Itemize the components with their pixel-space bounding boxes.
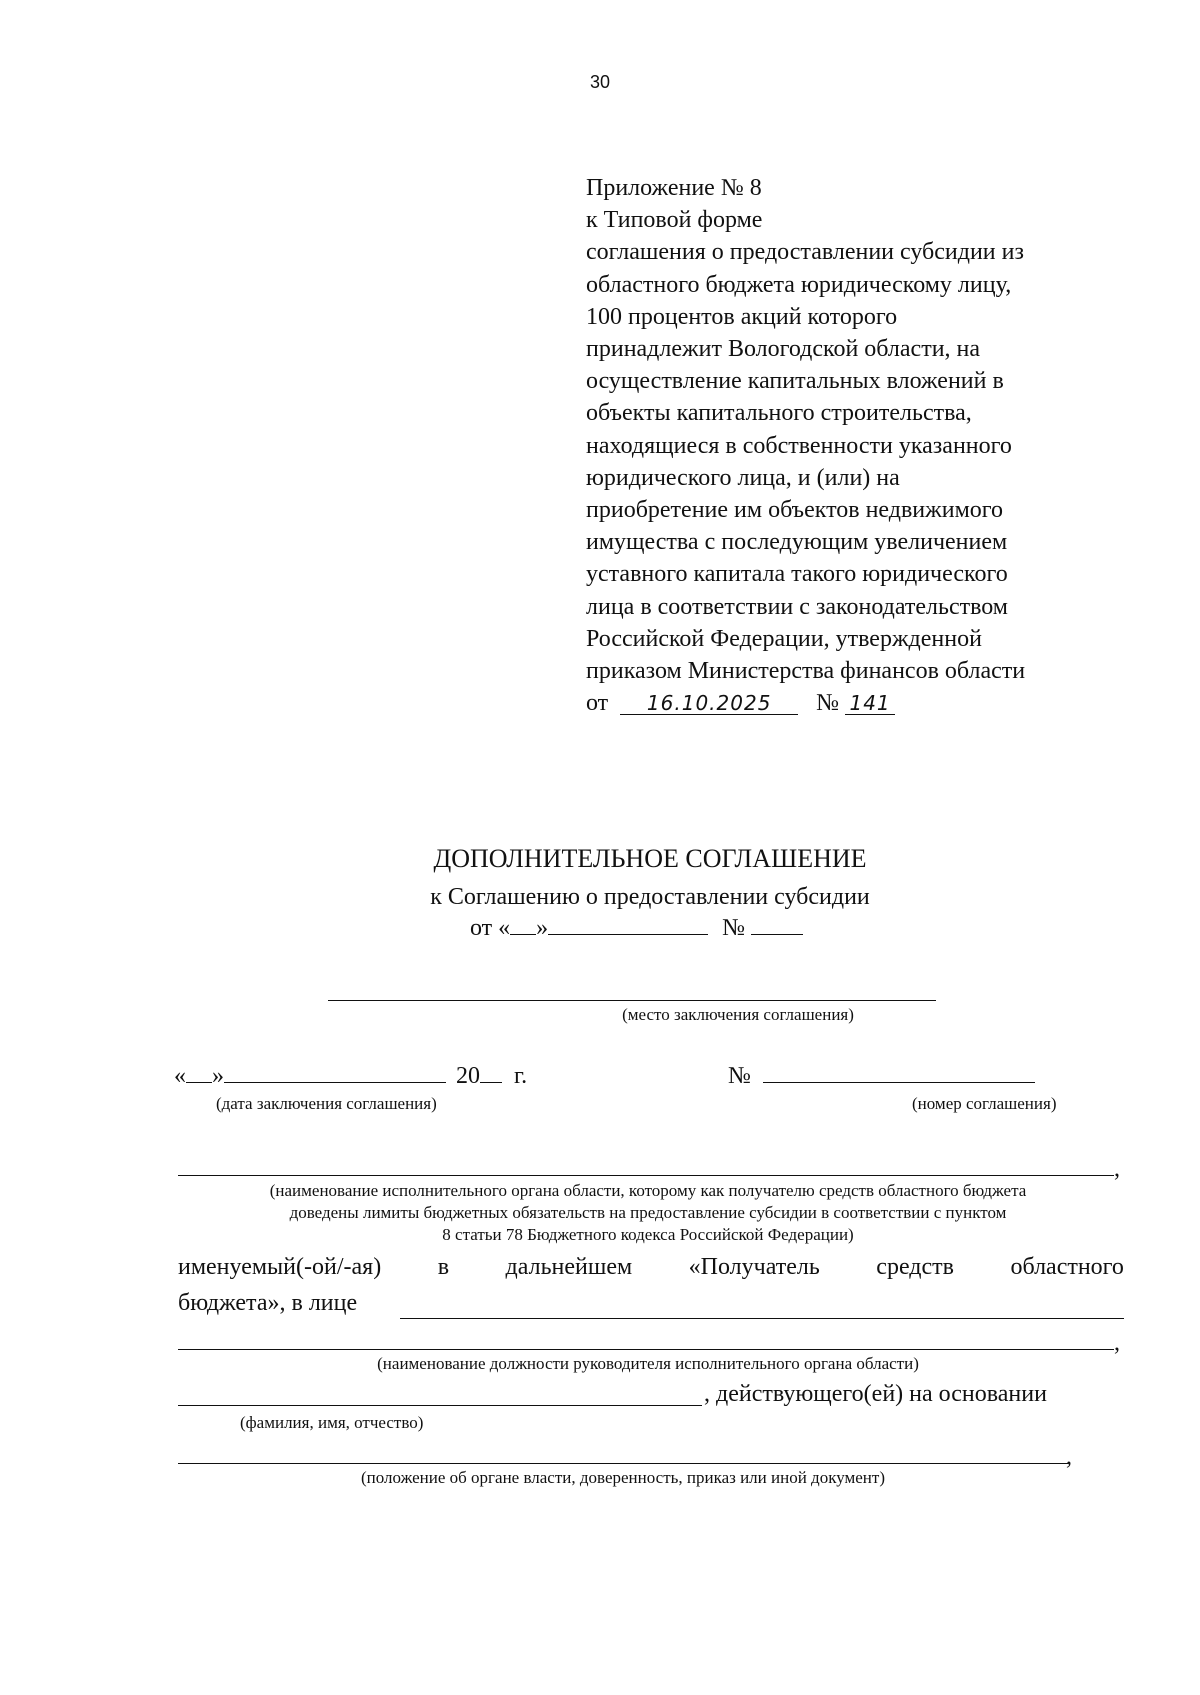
appendix-line: областного бюджета юридическому лицу, <box>586 271 1012 298</box>
appendix-line: уставного капитала такого юридического <box>586 561 1008 588</box>
organ-caption-line: доведены лимиты бюджетных обязательств на предоставление субсидии в соответствии с пунктом <box>289 1203 1007 1222</box>
appendix-line: Российской Федерации, утвержденной <box>586 625 982 652</box>
date-close-quote: » <box>212 1063 224 1089</box>
budget-in-person: бюджета», в лице <box>178 1290 358 1316</box>
year-blank <box>480 1082 502 1083</box>
document-line <box>178 1463 1068 1464</box>
appendix-line: Приложение № 8 <box>586 175 762 201</box>
person-line <box>400 1318 1124 1319</box>
organ-caption <box>178 1180 1118 1246</box>
document-caption: (положение об органе власти, доверенность, приказ или иной документ) <box>361 1468 885 1487</box>
named-word: в <box>437 1254 450 1280</box>
date-day-blank <box>186 1082 212 1083</box>
agreement-ref-day-blank <box>510 934 536 935</box>
appendix-line: юридического лица, и (или) на <box>586 464 900 491</box>
year-suffix: г. <box>514 1063 528 1089</box>
number-row <box>728 1063 1035 1090</box>
appendix-line: приобретение им объектов недвижимого <box>586 497 1004 524</box>
named-word: именуемый(-ой/-ая) <box>178 1254 382 1280</box>
document-comma: , <box>1066 1444 1072 1470</box>
named-word: «Получатель <box>688 1254 820 1280</box>
organ-comma: , <box>1114 1156 1120 1182</box>
acting-on-basis: , действующего(ей) на основании <box>704 1381 1047 1407</box>
organ-line <box>178 1175 1114 1176</box>
fio-caption: (фамилия, имя, отчество) <box>240 1413 424 1432</box>
in-person-row <box>178 1290 357 1317</box>
page-number: 30 <box>589 72 611 92</box>
named-word: дальнейшем <box>505 1254 633 1280</box>
appendix-line: к Типовой форме <box>586 207 763 234</box>
appendix-date-line <box>586 687 1146 719</box>
date-row <box>174 1063 527 1090</box>
agreement-title: ДОПОЛНИТЕЛЬНОЕ СОГЛАШЕНИЕ <box>433 844 867 873</box>
date-caption: (дата заключения соглашения) <box>216 1094 437 1113</box>
appendix-line: приказом Министерства финансов области <box>586 658 1026 685</box>
organ-caption-line: 8 статьи 78 Бюджетного кодекса Российской Федерации) <box>442 1225 854 1244</box>
appendix-line: 100 процентов акций которого <box>586 303 898 330</box>
place-line <box>328 1000 936 1001</box>
appendix-date-prefix: от <box>586 690 609 717</box>
agreement-reference <box>470 915 803 942</box>
named-word: областного <box>1010 1254 1124 1280</box>
date-month-blank <box>224 1082 446 1083</box>
appendix-line: имущества с последующим увеличением <box>586 529 1008 556</box>
named-as-row <box>178 1254 1124 1281</box>
appendix-number-sign: № <box>816 690 840 717</box>
appendix-line: объекты капитального строительства, <box>586 400 972 427</box>
organ-caption-line: (наименование исполнительного органа области, которому как получателю средств областного бюджета <box>269 1181 1027 1200</box>
agreement-ref-date-blank <box>548 934 708 935</box>
number-blank <box>763 1082 1035 1083</box>
date-open-quote: « <box>174 1063 186 1089</box>
appendix-line: находящиеся в собственности указанного <box>586 432 1012 459</box>
appendix-number-value: 141 <box>845 692 895 715</box>
place-caption: (место заключения соглашения) <box>622 1005 854 1024</box>
year-prefix: 20 <box>456 1063 480 1089</box>
agreement-ref-number-sign: № <box>722 915 746 941</box>
appendix-date-value: 16.10.2025 <box>620 692 798 715</box>
agreement-subtitle: к Соглашению о предоставлении субсидии <box>430 884 870 910</box>
head-position-caption: (наименование должности руководителя исполнительного органа области) <box>377 1354 919 1373</box>
number-caption: (номер соглашения) <box>912 1094 1057 1113</box>
agreement-ref-prefix: от « <box>470 915 511 941</box>
head-position-comma: , <box>1114 1330 1120 1356</box>
fio-line <box>178 1405 702 1406</box>
appendix-line: осуществление капитальных вложений в <box>586 368 1004 395</box>
number-sign: № <box>728 1063 751 1089</box>
appendix-line: принадлежит Вологодской области, на <box>586 336 981 363</box>
agreement-ref-number-blank <box>751 934 803 935</box>
appendix-line: соглашения о предоставлении субсидии из <box>586 239 1024 266</box>
named-word: средств <box>876 1254 954 1280</box>
appendix-heading <box>586 172 1146 719</box>
appendix-line: лица в соответствии с законодательством <box>586 593 1008 620</box>
agreement-ref-quote-close: » <box>536 915 549 941</box>
head-position-line <box>178 1349 1114 1350</box>
